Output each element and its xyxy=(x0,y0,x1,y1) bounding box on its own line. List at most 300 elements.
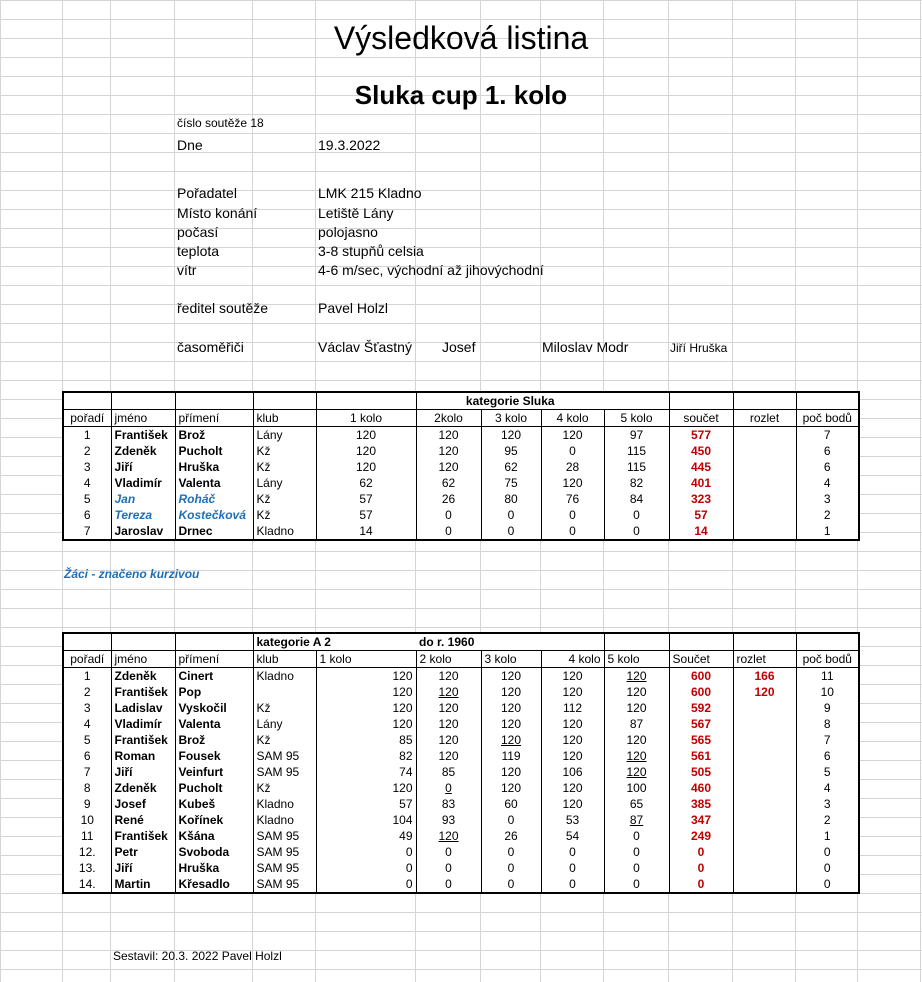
round-cell: 120 xyxy=(416,668,481,685)
header-row xyxy=(63,410,859,427)
flyoff-cell: 120 xyxy=(733,684,796,700)
rank-cell: 3 xyxy=(63,700,111,716)
timer-name: Josef xyxy=(442,339,476,355)
table-row xyxy=(63,812,859,828)
results-table-sluka xyxy=(62,391,860,541)
rank-cell: 7 xyxy=(63,764,111,780)
flyoff-cell xyxy=(733,443,796,459)
table-row xyxy=(63,507,859,523)
category-title: kategorie Sluka xyxy=(416,392,604,410)
total-cell: 14 xyxy=(669,523,733,540)
date-label: Dne xyxy=(177,137,203,153)
club-cell: Kž xyxy=(253,507,316,523)
club-cell: Kž xyxy=(253,700,316,716)
first-name-cell: Josef xyxy=(111,796,175,812)
total-cell: 347 xyxy=(669,812,733,828)
round-cell: 120 xyxy=(481,764,541,780)
date-value: 19.3.2022 xyxy=(318,137,381,153)
first-name-cell: František xyxy=(111,427,175,444)
round-cell: 115 xyxy=(604,443,669,459)
round-cell: 83 xyxy=(416,796,481,812)
round-cell: 74 xyxy=(316,764,416,780)
first-name-cell: Jan xyxy=(111,491,175,507)
venue-value: Letiště Lány xyxy=(318,205,394,221)
last-name-cell: Vyskočil xyxy=(175,700,253,716)
round-cell: 120 xyxy=(541,780,604,796)
round-cell: 0 xyxy=(416,780,481,796)
round-cell: 120 xyxy=(604,684,669,700)
col-header: jméno xyxy=(111,651,175,668)
points-cell: 10 xyxy=(796,684,859,700)
round-cell: 120 xyxy=(416,443,481,459)
rank-cell: 1 xyxy=(63,668,111,685)
rank-cell: 2 xyxy=(63,684,111,700)
total-cell: 600 xyxy=(669,684,733,700)
total-cell: 0 xyxy=(669,844,733,860)
category-title: kategorie A 2 xyxy=(253,633,416,651)
col-header: 1 kolo xyxy=(316,410,416,427)
club-cell: Kž xyxy=(253,443,316,459)
flyoff-cell xyxy=(733,459,796,475)
round-cell: 112 xyxy=(541,700,604,716)
club-cell: SAM 95 xyxy=(253,828,316,844)
round-cell: 0 xyxy=(604,507,669,523)
table-row xyxy=(63,764,859,780)
rank-cell: 3 xyxy=(63,459,111,475)
club-cell: Lány xyxy=(253,716,316,732)
flyoff-cell xyxy=(733,876,796,893)
flyoff-cell: 166 xyxy=(733,668,796,685)
last-name-cell: Pucholt xyxy=(175,443,253,459)
total-cell: 0 xyxy=(669,860,733,876)
footer-author: Sestavil: 20.3. 2022 Pavel Holzl xyxy=(113,949,282,963)
col-header: přímení xyxy=(175,410,253,427)
round-cell: 115 xyxy=(604,459,669,475)
total-cell: 249 xyxy=(669,828,733,844)
page-title: Výsledková listina xyxy=(333,20,589,56)
total-cell: 561 xyxy=(669,748,733,764)
rank-cell: 11 xyxy=(63,828,111,844)
round-cell: 104 xyxy=(316,812,416,828)
wind-value: 4-6 m/sec, východní až jihovýchodní xyxy=(318,262,544,278)
col-header: 2kolo xyxy=(416,410,481,427)
round-cell: 120 xyxy=(316,684,416,700)
col-header: jméno xyxy=(111,410,175,427)
round-cell: 120 xyxy=(604,764,669,780)
round-cell: 120 xyxy=(604,748,669,764)
total-cell: 505 xyxy=(669,764,733,780)
round-cell: 85 xyxy=(416,764,481,780)
round-cell: 26 xyxy=(481,828,541,844)
table-row xyxy=(63,876,859,893)
last-name-cell: Roháč xyxy=(175,491,253,507)
round-cell: 0 xyxy=(416,523,481,540)
total-cell: 450 xyxy=(669,443,733,459)
round-cell: 100 xyxy=(604,780,669,796)
points-cell: 1 xyxy=(796,523,859,540)
rank-cell: 8 xyxy=(63,780,111,796)
rank-cell: 5 xyxy=(63,732,111,748)
points-cell: 9 xyxy=(796,700,859,716)
first-name-cell: Tereza xyxy=(111,507,175,523)
rank-cell: 2 xyxy=(63,443,111,459)
round-cell: 57 xyxy=(316,796,416,812)
last-name-cell: Kořínek xyxy=(175,812,253,828)
flyoff-cell xyxy=(733,732,796,748)
points-cell: 1 xyxy=(796,828,859,844)
last-name-cell: Valenta xyxy=(175,475,253,491)
category-row xyxy=(63,392,859,410)
club-cell: Lány xyxy=(253,475,316,491)
round-cell: 120 xyxy=(541,796,604,812)
club-cell: Kž xyxy=(253,491,316,507)
col-header: rozlet xyxy=(733,651,796,668)
round-cell: 120 xyxy=(604,732,669,748)
round-cell: 84 xyxy=(604,491,669,507)
flyoff-cell xyxy=(733,764,796,780)
round-cell: 14 xyxy=(316,523,416,540)
rank-cell: 4 xyxy=(63,475,111,491)
club-cell: Kladno xyxy=(253,668,316,685)
round-cell: 0 xyxy=(541,876,604,893)
col-header: pořadí xyxy=(63,410,111,427)
timer-name: Miloslav Modr xyxy=(542,339,629,355)
first-name-cell: René xyxy=(111,812,175,828)
round-cell: 120 xyxy=(481,732,541,748)
last-name-cell: Pop xyxy=(175,684,253,700)
director-label: ředitel soutěže xyxy=(177,300,269,316)
rank-cell: 12. xyxy=(63,844,111,860)
total-cell: 577 xyxy=(669,427,733,444)
round-cell: 62 xyxy=(481,459,541,475)
last-name-cell: Kšána xyxy=(175,828,253,844)
last-name-cell: Cinert xyxy=(175,668,253,685)
table-row xyxy=(63,700,859,716)
round-cell: 57 xyxy=(316,491,416,507)
club-cell: SAM 95 xyxy=(253,764,316,780)
director-value: Pavel Holzl xyxy=(318,300,389,316)
table-row xyxy=(63,427,859,444)
table-row xyxy=(63,748,859,764)
total-cell: 460 xyxy=(669,780,733,796)
round-cell: 0 xyxy=(416,507,481,523)
venue-label: Místo konání xyxy=(177,205,258,221)
table-row xyxy=(63,780,859,796)
round-cell: 62 xyxy=(416,475,481,491)
round-cell: 65 xyxy=(604,796,669,812)
round-cell: 75 xyxy=(481,475,541,491)
col-header: poč bodů xyxy=(796,410,859,427)
round-cell: 0 xyxy=(604,860,669,876)
round-cell: 120 xyxy=(316,716,416,732)
round-cell: 120 xyxy=(481,780,541,796)
total-cell: 57 xyxy=(669,507,733,523)
last-name-cell: Fousek xyxy=(175,748,253,764)
first-name-cell: Roman xyxy=(111,748,175,764)
col-header: 4 kolo xyxy=(541,651,604,668)
round-cell: 93 xyxy=(416,812,481,828)
round-cell: 54 xyxy=(541,828,604,844)
points-cell: 3 xyxy=(796,796,859,812)
flyoff-cell xyxy=(733,475,796,491)
col-header: 1 kolo xyxy=(316,651,416,668)
rank-cell: 5 xyxy=(63,491,111,507)
round-cell: 120 xyxy=(541,475,604,491)
points-cell: 4 xyxy=(796,780,859,796)
last-name-cell: Pucholt xyxy=(175,780,253,796)
flyoff-cell xyxy=(733,828,796,844)
temp-label: teplota xyxy=(177,243,220,259)
round-cell: 87 xyxy=(604,812,669,828)
round-cell: 120 xyxy=(604,700,669,716)
rank-cell: 9 xyxy=(63,796,111,812)
total-cell: 600 xyxy=(669,668,733,685)
total-cell: 445 xyxy=(669,459,733,475)
round-cell: 0 xyxy=(416,876,481,893)
timers-label: časoměřiči xyxy=(177,339,244,355)
round-cell: 120 xyxy=(541,668,604,685)
table-row xyxy=(63,491,859,507)
flyoff-cell xyxy=(733,716,796,732)
flyoff-cell xyxy=(733,780,796,796)
club-cell: Lány xyxy=(253,427,316,444)
points-cell: 7 xyxy=(796,427,859,444)
round-cell: 82 xyxy=(604,475,669,491)
round-cell: 120 xyxy=(541,732,604,748)
round-cell: 97 xyxy=(604,427,669,444)
flyoff-cell xyxy=(733,491,796,507)
last-name-cell: Křesadlo xyxy=(175,876,253,893)
flyoff-cell xyxy=(733,860,796,876)
round-cell: 0 xyxy=(416,844,481,860)
header-row xyxy=(63,651,859,668)
last-name-cell: Brož xyxy=(175,427,253,444)
col-header: klub xyxy=(253,410,316,427)
category-row xyxy=(63,633,859,651)
last-name-cell: Kostečková xyxy=(175,507,253,523)
club-cell: SAM 95 xyxy=(253,748,316,764)
wind-label: vítr xyxy=(177,262,197,278)
club-cell: SAM 95 xyxy=(253,844,316,860)
round-cell: 120 xyxy=(316,700,416,716)
table-row xyxy=(63,475,859,491)
table-row xyxy=(63,828,859,844)
first-name-cell: Vladimír xyxy=(111,475,175,491)
organizer-label: Pořadatel xyxy=(177,185,237,201)
round-cell: 62 xyxy=(316,475,416,491)
contest-number: číslo soutěže 18 xyxy=(177,116,264,130)
round-cell: 76 xyxy=(541,491,604,507)
first-name-cell: František xyxy=(111,732,175,748)
total-cell: 592 xyxy=(669,700,733,716)
col-header: součet xyxy=(669,410,733,427)
round-cell: 119 xyxy=(481,748,541,764)
club-cell: Kladno xyxy=(253,812,316,828)
round-cell: 0 xyxy=(481,860,541,876)
round-cell: 120 xyxy=(481,668,541,685)
round-cell: 0 xyxy=(541,507,604,523)
col-header: Součet xyxy=(669,651,733,668)
round-cell: 95 xyxy=(481,443,541,459)
club-cell: Kž xyxy=(253,732,316,748)
rank-cell: 4 xyxy=(63,716,111,732)
round-cell: 0 xyxy=(541,443,604,459)
club-cell: SAM 95 xyxy=(253,876,316,893)
points-cell: 8 xyxy=(796,716,859,732)
first-name-cell: František xyxy=(111,828,175,844)
points-cell: 2 xyxy=(796,812,859,828)
round-cell: 0 xyxy=(541,860,604,876)
points-cell: 3 xyxy=(796,491,859,507)
rank-cell: 10 xyxy=(63,812,111,828)
table-row xyxy=(63,668,859,685)
points-cell: 2 xyxy=(796,507,859,523)
round-cell: 26 xyxy=(416,491,481,507)
total-cell: 567 xyxy=(669,716,733,732)
col-header: 3 kolo xyxy=(481,410,541,427)
rank-cell: 14. xyxy=(63,876,111,893)
first-name-cell: Jaroslav xyxy=(111,523,175,540)
round-cell: 120 xyxy=(416,828,481,844)
first-name-cell: Vladimír xyxy=(111,716,175,732)
first-name-cell: Jiří xyxy=(111,459,175,475)
club-cell: Kladno xyxy=(253,796,316,812)
rank-cell: 13. xyxy=(63,860,111,876)
students-note: Žáci - značeno kurzivou xyxy=(64,567,200,581)
total-cell: 385 xyxy=(669,796,733,812)
rank-cell: 6 xyxy=(63,748,111,764)
round-cell: 0 xyxy=(316,876,416,893)
round-cell: 120 xyxy=(541,684,604,700)
total-cell: 401 xyxy=(669,475,733,491)
round-cell: 80 xyxy=(481,491,541,507)
table-row xyxy=(63,732,859,748)
round-cell: 0 xyxy=(416,860,481,876)
points-cell: 0 xyxy=(796,876,859,893)
table-row xyxy=(63,716,859,732)
table-row xyxy=(63,523,859,540)
timer-name: Jiří Hruška xyxy=(670,341,728,355)
points-cell: 6 xyxy=(796,748,859,764)
col-header: rozlet xyxy=(733,410,796,427)
round-cell: 0 xyxy=(481,876,541,893)
round-cell: 0 xyxy=(604,828,669,844)
round-cell: 120 xyxy=(316,443,416,459)
round-cell: 0 xyxy=(481,507,541,523)
points-cell: 11 xyxy=(796,668,859,685)
total-cell: 323 xyxy=(669,491,733,507)
flyoff-cell xyxy=(733,748,796,764)
club-cell: Kž xyxy=(253,780,316,796)
category-year: do r. 1960 xyxy=(416,633,541,651)
first-name-cell: František xyxy=(111,684,175,700)
table-row xyxy=(63,443,859,459)
points-cell: 4 xyxy=(796,475,859,491)
flyoff-cell xyxy=(733,523,796,540)
weather-label: počasí xyxy=(177,224,219,240)
table-row xyxy=(63,684,859,700)
rank-cell: 7 xyxy=(63,523,111,540)
round-cell: 0 xyxy=(481,812,541,828)
col-header: 5 kolo xyxy=(604,651,669,668)
round-cell: 120 xyxy=(481,700,541,716)
results-table-a2 xyxy=(62,632,860,894)
round-cell: 120 xyxy=(416,459,481,475)
organizer-value: LMK 215 Kladno xyxy=(318,185,422,201)
col-header: 2 kolo xyxy=(416,651,481,668)
weather-value: polojasno xyxy=(318,224,378,240)
round-cell: 85 xyxy=(316,732,416,748)
round-cell: 0 xyxy=(316,860,416,876)
temp-value: 3-8 stupňů celsia xyxy=(318,243,424,259)
last-name-cell: Kubeš xyxy=(175,796,253,812)
round-cell: 0 xyxy=(481,523,541,540)
points-cell: 0 xyxy=(796,844,859,860)
page-subtitle: Sluka cup 1. kolo xyxy=(354,80,568,110)
last-name-cell: Valenta xyxy=(175,716,253,732)
round-cell: 106 xyxy=(541,764,604,780)
round-cell: 120 xyxy=(416,700,481,716)
flyoff-cell xyxy=(733,507,796,523)
round-cell: 28 xyxy=(541,459,604,475)
col-header: 5 kolo xyxy=(604,410,669,427)
round-cell: 87 xyxy=(604,716,669,732)
round-cell: 120 xyxy=(541,716,604,732)
round-cell: 120 xyxy=(316,780,416,796)
last-name-cell: Hruška xyxy=(175,860,253,876)
flyoff-cell xyxy=(733,812,796,828)
points-cell: 0 xyxy=(796,860,859,876)
round-cell: 0 xyxy=(604,523,669,540)
round-cell: 120 xyxy=(416,684,481,700)
round-cell: 0 xyxy=(541,523,604,540)
total-cell: 0 xyxy=(669,876,733,893)
first-name-cell: Zdeněk xyxy=(111,443,175,459)
round-cell: 0 xyxy=(481,844,541,860)
round-cell: 0 xyxy=(541,844,604,860)
round-cell: 60 xyxy=(481,796,541,812)
table-row xyxy=(63,844,859,860)
round-cell: 120 xyxy=(541,748,604,764)
col-header: pořadí xyxy=(63,651,111,668)
round-cell: 53 xyxy=(541,812,604,828)
table-row xyxy=(63,459,859,475)
table-row xyxy=(63,796,859,812)
table-row xyxy=(63,860,859,876)
round-cell: 120 xyxy=(416,716,481,732)
round-cell: 120 xyxy=(481,427,541,444)
last-name-cell: Brož xyxy=(175,732,253,748)
club-cell: Kladno xyxy=(253,523,316,540)
gridline xyxy=(920,0,921,982)
club-cell: SAM 95 xyxy=(253,860,316,876)
club-cell: Kž xyxy=(253,459,316,475)
col-header: přímení xyxy=(175,651,253,668)
club-cell xyxy=(253,684,316,700)
round-cell: 120 xyxy=(316,427,416,444)
points-cell: 6 xyxy=(796,443,859,459)
last-name-cell: Veinfurt xyxy=(175,764,253,780)
round-cell: 120 xyxy=(481,716,541,732)
round-cell: 120 xyxy=(604,668,669,685)
round-cell: 120 xyxy=(541,427,604,444)
first-name-cell: Jiří xyxy=(111,860,175,876)
col-header: 4 kolo xyxy=(541,410,604,427)
round-cell: 120 xyxy=(316,459,416,475)
round-cell: 120 xyxy=(416,427,481,444)
points-cell: 6 xyxy=(796,459,859,475)
flyoff-cell xyxy=(733,844,796,860)
